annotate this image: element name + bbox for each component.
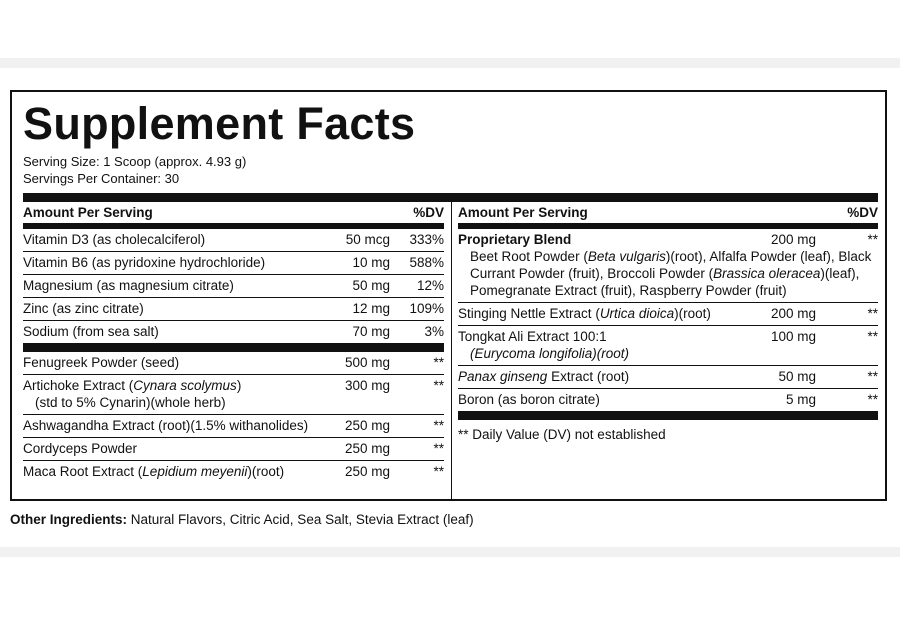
nutrient-name: Vitamin D3 (as cholecalciferol) [23,232,206,247]
blend-name: Proprietary Blend [458,232,572,247]
ingredient-row [23,375,444,415]
nutrient-amount: 10 mg [352,255,390,270]
ingredient-dv: ** [433,418,444,433]
ingredient-row [23,438,444,461]
nutrient-name: Zinc (as zinc citrate) [23,301,144,316]
nutrient-name: Magnesium (as magnesium citrate) [23,278,234,293]
ingredient-amount: 200 mg [770,306,816,321]
ingredient-name: Maca Root Extract (Lepidium meyenii)(root) [23,464,285,479]
blend-ingredients: Beet Root Powder (Beta vulgaris)(root), Alfalfa Powder (leaf), Black Currant Powder (fruit), Broccoli Powder (Brassica oleracea)(leaf), Pomegranate Extract (fruit), Raspberry Powder (fruit) [470,249,872,298]
nutrient-amount: 70 mg [352,324,390,339]
nutrient-amount: 12 mg [352,301,390,316]
ingredient-row [458,366,878,389]
ingredient-dv: ** [433,464,444,479]
left-column [23,202,444,483]
ingredient-name: Tongkat Ali Extract 100:1 [458,329,607,344]
nutrient-amount: 50 mg [352,278,390,293]
blend-dv: ** [867,232,878,247]
ingredient-name: Boron (as boron citrate) [458,392,600,407]
bottom-band [0,547,900,557]
nutrient-dv: 588% [409,255,444,270]
ingredient-dv: ** [867,329,878,344]
nutrient-name: Sodium (from sea salt) [23,324,159,339]
ingredient-row [458,303,878,326]
nutrient-dv: 12% [416,278,444,293]
column-divider [451,202,452,501]
ingredient-amount: 5 mg [785,392,816,407]
amount-per-serving-heading: Amount Per Serving [458,205,588,220]
ingredient-amount: 250 mg [344,464,390,479]
nutrient-dv: 109% [409,301,444,316]
top-band [0,58,900,68]
amount-per-serving-heading: Amount Per Serving [23,205,153,220]
ingredient-latin: (Eurycoma longifolia)(root) [470,346,630,361]
ingredient-amount: 500 mg [344,355,390,370]
other-ingredients: Other Ingredients: Natural Flavors, Citric Acid, Sea Salt, Stevia Extract (leaf) [10,512,474,527]
ingredient-amount: 50 mg [778,369,816,384]
nutrient-row [23,275,444,298]
serving-size: Serving Size: 1 Scoop (approx. 4.93 g) [23,154,247,169]
dv-footnote: ** Daily Value (DV) not established [458,427,666,442]
ingredient-name: Stinging Nettle Extract (Urtica dioica)(root) [458,306,711,321]
ingredient-amount: 100 mg [770,329,816,344]
nutrient-row [23,321,444,343]
nutrient-amount: 50 mcg [345,232,390,247]
ingredient-name: Panax ginseng Extract (root) [458,369,630,384]
dv-heading: %DV [413,205,444,220]
ingredient-detail: (std to 5% Cynarin)(whole herb) [35,395,226,410]
section-divider [23,343,444,352]
ingredient-row [23,461,444,483]
ingredient-dv: ** [867,306,878,321]
panel-title: Supplement Facts [23,98,416,149]
ingredient-row [458,389,878,411]
blend-amount: 200 mg [770,232,816,247]
ingredient-dv: ** [867,392,878,407]
ingredient-name: Ashwagandha Extract (root)(1.5% withanolides) [23,418,309,433]
ingredient-dv: ** [433,378,444,393]
ingredient-row [458,326,878,366]
ingredient-amount: 250 mg [344,441,390,456]
nutrient-dv: 3% [424,324,444,339]
ingredient-name: Fenugreek Powder (seed) [23,355,180,370]
thick-divider [23,193,878,202]
right-header [458,202,878,229]
supplement-facts-panel [10,90,887,501]
nutrient-row [23,298,444,321]
nutrient-row [23,229,444,252]
dv-heading: %DV [847,205,878,220]
ingredient-dv: ** [433,355,444,370]
left-header [23,202,444,229]
ingredient-name: Artichoke Extract (Cynara scolymus) [23,378,242,393]
nutrient-row [23,252,444,275]
ingredient-name: Cordyceps Powder [23,441,138,456]
section-divider [458,411,878,420]
ingredient-amount: 250 mg [344,418,390,433]
ingredient-dv: ** [433,441,444,456]
nutrient-name: Vitamin B6 (as pyridoxine hydrochloride) [23,255,266,270]
ingredient-row [23,415,444,438]
proprietary-blend-row [458,229,878,303]
ingredient-dv: ** [867,369,878,384]
servings-per-container: Servings Per Container: 30 [23,171,180,186]
ingredient-amount: 300 mg [344,378,390,393]
ingredient-row [23,352,444,375]
right-column [458,202,878,443]
nutrient-dv: 333% [409,232,444,247]
